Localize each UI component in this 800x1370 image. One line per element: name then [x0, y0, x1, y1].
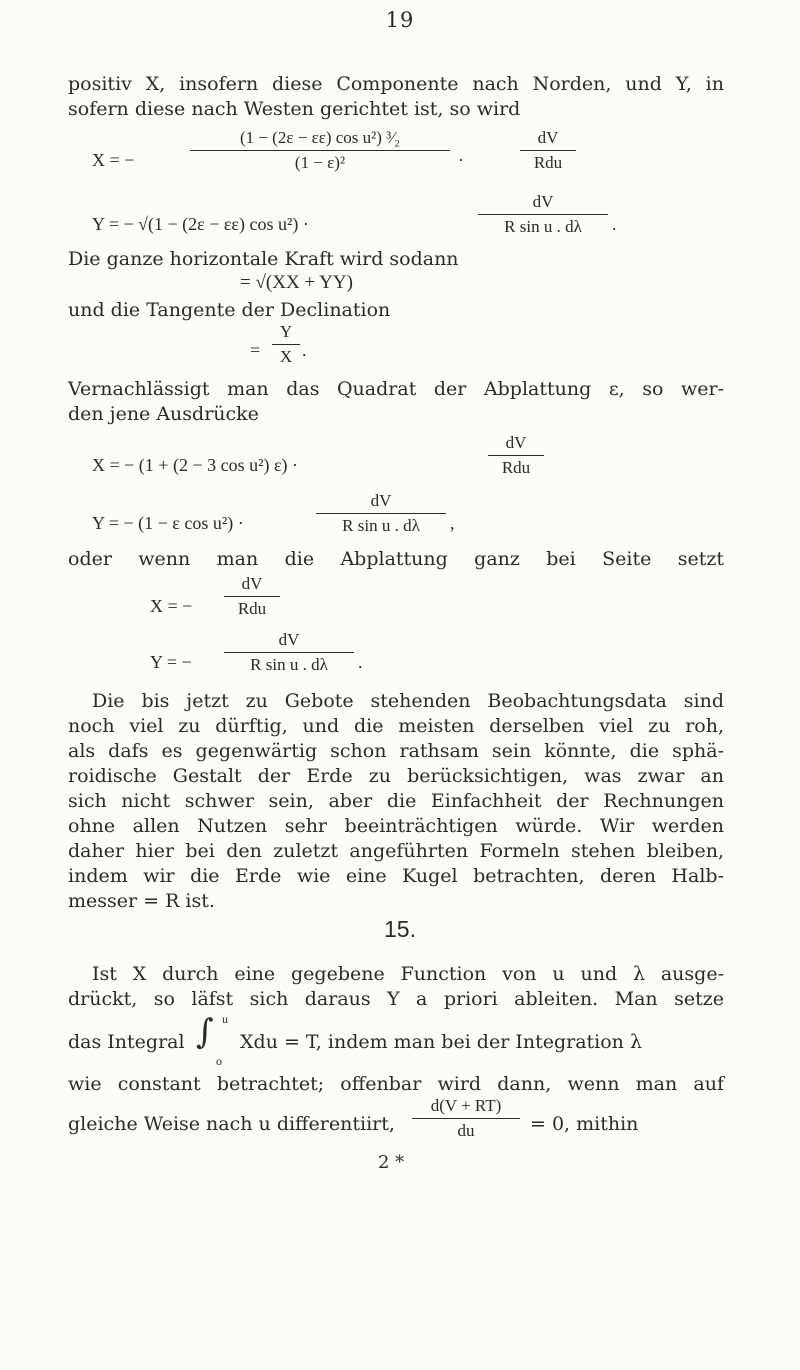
eq8-den: R sin u . dλ [250, 655, 328, 674]
eq6-end: , [450, 513, 455, 533]
eq8-end: . [358, 652, 363, 672]
integral-sign: ∫ [196, 1012, 214, 1052]
text-line-5: Vernachlässigt man das Quadrat der Abplattung ε, so wer- [68, 378, 724, 400]
eq2-num: dV [478, 192, 608, 215]
eq9-den: du [457, 1121, 475, 1140]
eq2-den: R sin u . dλ [504, 217, 582, 236]
text-line-13: ohne allen Nutzen sehr beeinträchtigen würde. Wir werden [68, 815, 724, 837]
text-line-14: daher hier bei den zuletzt angeführten Formeln stehen bleiben, [68, 840, 724, 862]
text-line-19: das Integral [68, 1031, 185, 1053]
eq8-fraction [224, 630, 354, 675]
eq7-lhs: X = − [150, 596, 193, 616]
text-line-17: Ist X durch eine gegebene Function von u und λ ausge- [92, 963, 724, 985]
eq8-lhs: Y = − [150, 652, 192, 672]
text-line-9: noch viel zu dürftig, und die meisten derselben viel zu roh, [68, 715, 724, 737]
eq4-end: . [302, 340, 307, 360]
eq1-dv-fraction [520, 128, 576, 173]
eq7-den: Rdu [237, 599, 267, 618]
eq4-num: Y [272, 322, 300, 345]
footer-signature: 2 * [378, 1152, 405, 1173]
text-line-11: roidische Gestalt der Erde zu berücksichtigen, was zwar an [68, 765, 724, 787]
eq1-dv-num: dV [520, 128, 576, 151]
text-line-21: wie constant betrachtet; offenbar wird dann, wenn man auf [68, 1073, 724, 1095]
eq4-lhs: = [250, 340, 261, 360]
text-line-3: Die ganze horizontale Kraft wird sodann [68, 248, 459, 270]
eq2-lhs: Y = − √(1 − (2ε − εε) cos u²) · [92, 214, 309, 234]
eq4-fraction [272, 322, 300, 367]
eq8-num: dV [224, 630, 354, 653]
eq6-num: dV [316, 491, 446, 514]
text-line-2: sofern diese nach Westen gerichtet ist, so wird [68, 98, 521, 120]
page-number: 19 [385, 8, 415, 32]
eq4-den: X [279, 347, 293, 366]
eq2-fraction [478, 192, 608, 237]
text-line-15: indem wir die Erde wie eine Kugel betrachten, deren Halb- [68, 865, 724, 887]
text-line-4: und die Tangente der Declination [68, 299, 391, 321]
eq5-lhs: X = − (1 + (2 − 3 cos u²) ε) · [92, 455, 299, 475]
text-line-18: drückt, so läfst sich daraus Y a priori ableiten. Man setze [68, 988, 724, 1010]
eq3: = √(XX + YY) [240, 272, 353, 293]
eq6-den: R sin u . dλ [342, 516, 420, 535]
eq5-fraction [488, 433, 544, 478]
text-line-23: = 0, mithin [530, 1113, 639, 1135]
eq1-lhs: X = − [92, 150, 135, 170]
text-line-22: gleiche Weise nach u differentiirt, [68, 1113, 395, 1135]
text-line-12: sich nicht schwer sein, aber die Einfachheit der Rechnungen [68, 790, 724, 812]
section-number: 15. [384, 916, 416, 942]
integral-lower: o [216, 1054, 222, 1068]
eq7-fraction [224, 574, 280, 619]
eq7-num: dV [224, 574, 280, 597]
text-line-8: Die bis jetzt zu Gebote stehenden Beobachtungsdata sind [92, 690, 724, 712]
eq6-fraction [316, 491, 446, 536]
eq6-lhs: Y = − (1 − ε cos u²) · [92, 513, 244, 533]
text-line-7: oder wenn man die Abplattung ganz bei Seite setzt [68, 548, 724, 570]
eq1-numerator: (1 − (2ε − εε) cos u²) ³⁄₂ [190, 128, 450, 151]
eq5-num: dV [488, 433, 544, 456]
eq9-fraction [412, 1096, 520, 1141]
text-line-20: Xdu = T, indem man bei der Integration λ [240, 1031, 642, 1053]
eq2-end: . [612, 214, 617, 234]
eq9-num: d(V + RT) [412, 1096, 520, 1119]
eq5-den: Rdu [501, 458, 531, 477]
integral-upper: u [222, 1012, 228, 1026]
eq1-dot: · [458, 150, 464, 170]
eq1-fraction [190, 128, 450, 173]
text-line-1: positiv X, insofern diese Componente nach Norden, und Y, in [68, 73, 724, 95]
text-line-16: messer = R ist. [68, 890, 215, 912]
text-line-10: als dafs es gegenwärtig schon rathsam sein könnte, die sphä- [68, 740, 724, 762]
text-line-6: den jene Ausdrücke [68, 403, 259, 425]
eq1-dv-den: Rdu [533, 153, 563, 172]
eq1-denominator: (1 − ε)² [294, 153, 346, 172]
